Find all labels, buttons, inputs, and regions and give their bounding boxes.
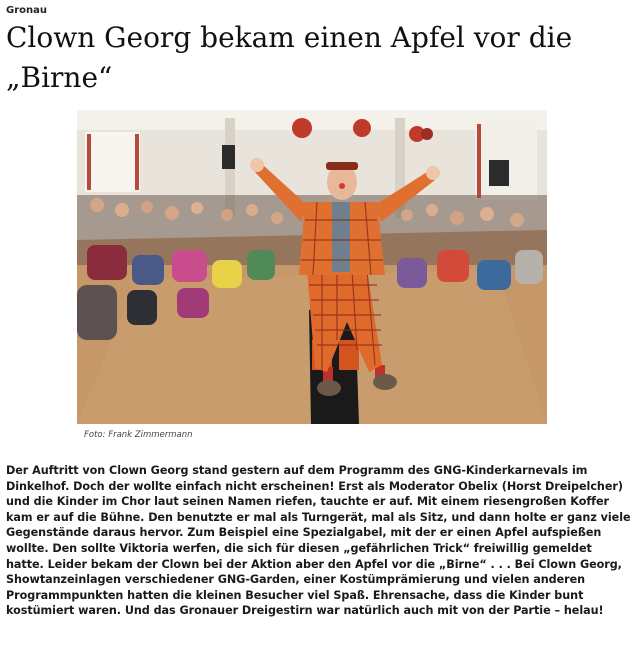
article-photo <box>77 110 547 424</box>
photo-caption: Foto: Frank Zimmermann <box>84 430 193 440</box>
article-kicker: Gronau <box>6 5 47 16</box>
article-headline: Clown Georg bekam einen Apfel vor die „Birne“ <box>6 21 573 94</box>
article-body: Der Auftritt von Clown Georg stand gestern auf dem Programm des GNG-Kinderkarnevals im Dinkelhof. Doch der wollte einfach nicht erscheinen! Erst als Moderator Obelix (Horst Dreipelcher) und die Kinder im Chor laut seinen Namen riefen, tauchte er auf. Mit einem riesengroßen Koffer kam er auf die Bühne. Den benutzte er mal als Turngerät, mal als Sitz, und dann holte er ganz viele Gegenstände daraus hervor. Zum Beispiel eine Spezialgabel, mit der er einen Apfel aufspießen wollte. Den sollte Viktoria werfen, die sich für diesen „gefährlichen Trick“ freiwillig gemeldet hatte. Leider bekam der Clown bei der Aktion aber den Apfel vor die „Birne“ . . . Bei Clown Georg, Showtanzeinlagen verschiedener GNG-Garden, einer Kostümprämierung und vielen anderen Programmpunkten hatten die kleinen Besucher viel Spaß. Ehrensache, dass die Kinder bunt kostümiert waren. Und das Gronauer Dreigestirn war natürlich auch mit von der Partie – helau! <box>6 464 631 618</box>
